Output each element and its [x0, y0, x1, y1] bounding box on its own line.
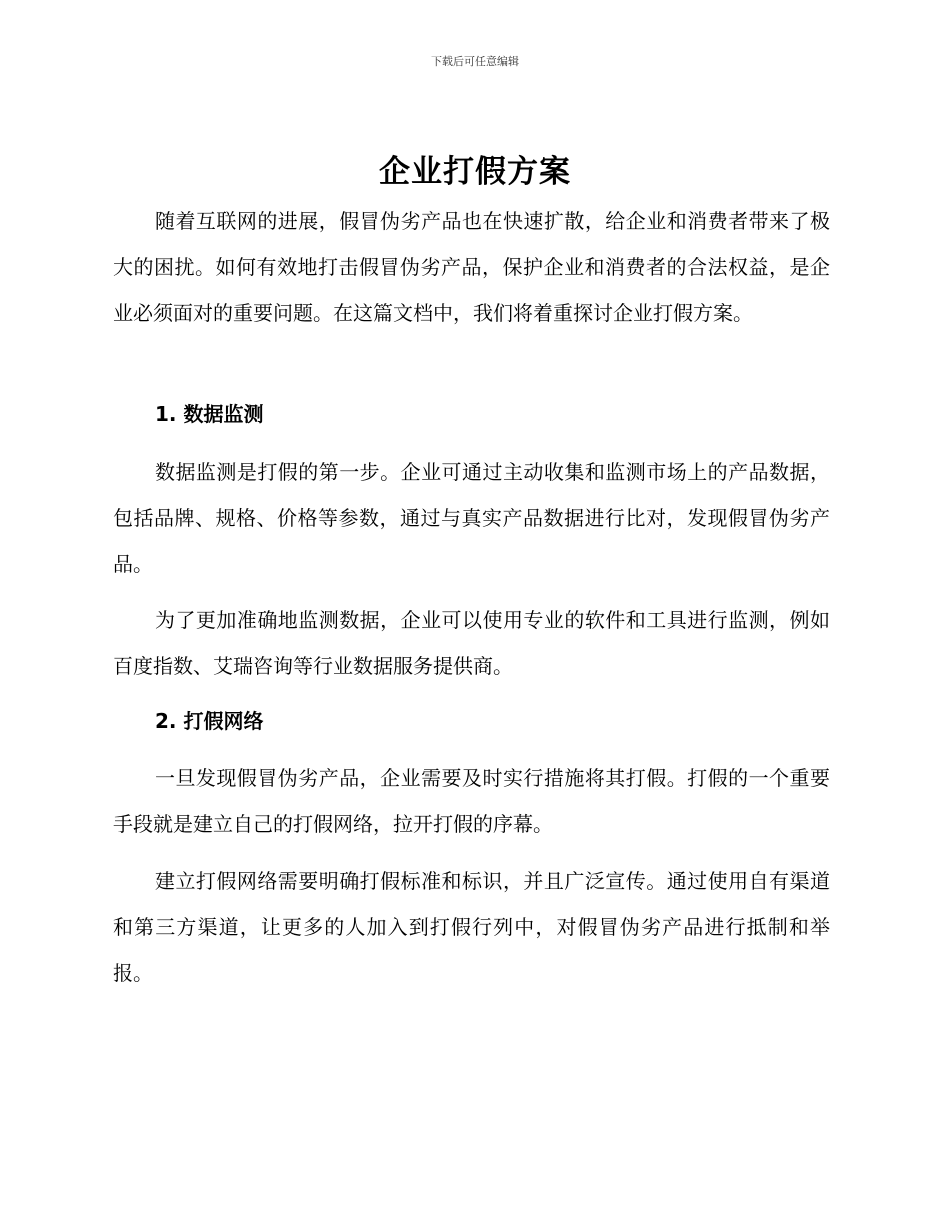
section-heading-data-monitoring: 1. 数据监测	[155, 402, 264, 426]
section-1-paragraph-1-block	[113, 449, 830, 587]
section-2-paragraph-1: 一旦发现假冒伪劣产品，企业需要及时实行措施将其打假。打假的一个重要手段就是建立自己的打假网络，拉开打假的序幕。	[113, 766, 830, 836]
section-1-paragraph-1: 数据监测是打假的第一步。企业可通过主动收集和监测市场上的产品数据，包括品牌、规格、价格等参数，通过与真实产品数据进行比对，发现假冒伪劣产品。	[113, 460, 830, 576]
section-1-heading-block	[113, 391, 830, 437]
intro-block	[113, 198, 830, 336]
section-2-paragraph-1-block	[113, 755, 830, 847]
section-1-paragraph-2-block	[113, 597, 830, 689]
section-2-paragraph-2: 建立打假网络需要明确打假标准和标识，并且广泛宣传。通过使用自有渠道和第三方渠道，让更多的人加入到打假行列中，对假冒伪劣产品进行抵制和举报。	[113, 869, 830, 985]
header-note: 下载后可任意编辑	[431, 55, 519, 68]
page-title: 企业打假方案	[379, 154, 571, 190]
section-2-paragraph-2-block	[113, 858, 830, 996]
intro-paragraph: 随着互联网的进展，假冒伪劣产品也在快速扩散，给企业和消费者带来了极大的困扰。如何有效地打击假冒伪劣产品，保护企业和消费者的合法权益，是企业必须面对的重要问题。在这篇文档中，我们将着重探讨企业打假方案。	[113, 209, 830, 325]
section-1-paragraph-2: 为了更加准确地监测数据，企业可以使用专业的软件和工具进行监测，例如百度指数、艾瑞咨询等行业数据服务提供商。	[113, 608, 830, 678]
section-heading-anti-counterfeit-network: 2. 打假网络	[155, 709, 264, 733]
section-2-heading-block	[113, 698, 830, 744]
